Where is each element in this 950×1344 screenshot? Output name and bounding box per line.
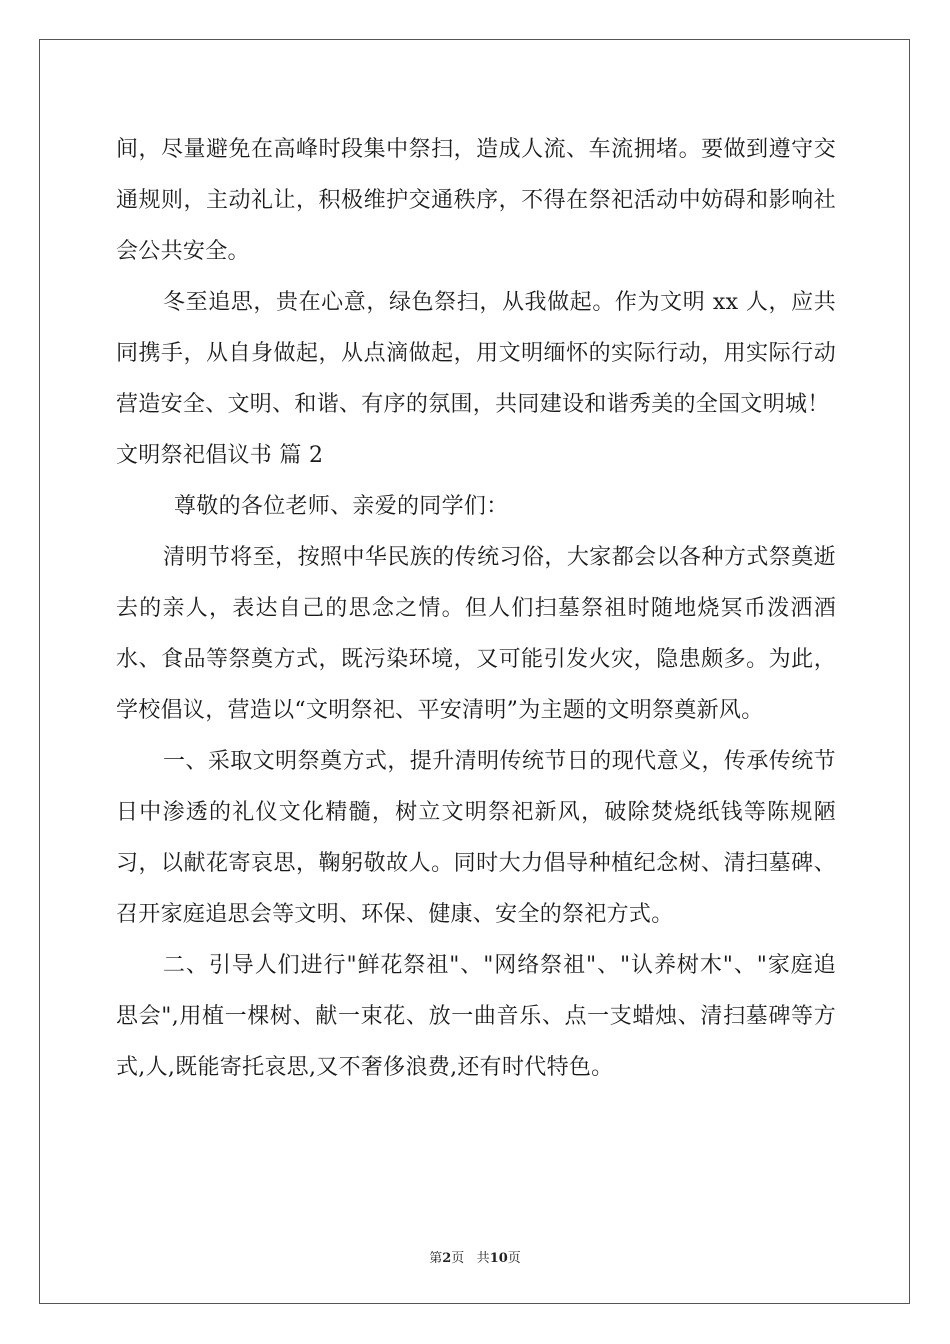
page-prefix: 第 (429, 1251, 443, 1266)
total-prefix: 共 (476, 1251, 490, 1266)
total-suffix: 页 (507, 1251, 521, 1266)
page-suffix: 页 (451, 1251, 465, 1266)
total-pages: 10 (489, 1251, 508, 1266)
page-footer (0, 1247, 950, 1266)
page-number: 2 (442, 1251, 452, 1266)
section-heading: 文明祭祀倡议书 篇 2 (116, 443, 324, 468)
document-body (116, 124, 836, 1093)
paragraph-point-one: 一、采取文明祭奠方式，提升清明传统节日的现代意义，传承传统节日中渗透的礼仪文化精髓，树立文明祭祀新风，破除焚烧纸钱等陈规陋习，以献花寄哀思，鞠躬敬故人。同时大力倡导种植纪念树、清扫墓碑、召开家庭追思会等文明、环保、健康、安全的祭祀方式。 (116, 749, 836, 927)
paragraph-continued: 间，尽量避免在高峰时段集中祭扫，造成人流、车流拥堵。要做到遵守交通规则，主动礼让，积极维护交通秩序，不得在祭祀活动中妨碍和影响社会公共安全。 (116, 137, 836, 264)
paragraph-winter-solstice: 冬至追思，贵在心意，绿色祭扫，从我做起。作为文明 xx 人，应共同携手，从自身做起，从点滴做起，用文明缅怀的实际行动，用实际行动营造安全、文明、和谐、有序的氛围，共同建设和谐秀美的全国文明城！ (116, 290, 836, 417)
paragraph-qingming: 清明节将至，按照中华民族的传统习俗，大家都会以各种方式祭奠逝去的亲人，表达自己的思念之情。但人们扫墓祭祖时随地烧冥币泼洒酒水、食品等祭奠方式，既污染环境，又可能引发火灾，隐患颇多。为此，学校倡议，营造以“文明祭祀、平安清明”为主题的文明祭奠新风。 (116, 545, 836, 723)
paragraph-point-two: 二、引导人们进行"鲜花祭祖"、"网络祭祖"、"认养树木"、"家庭追思会",用植一棵树、献一束花、放一曲音乐、点一支蜡烛、清扫墓碑等方式,人,既能寄托哀思,又不奢侈浪费,还有时代特色。 (116, 953, 836, 1080)
salutation: 尊敬的各位老师、亲爱的同学们： (174, 494, 509, 519)
